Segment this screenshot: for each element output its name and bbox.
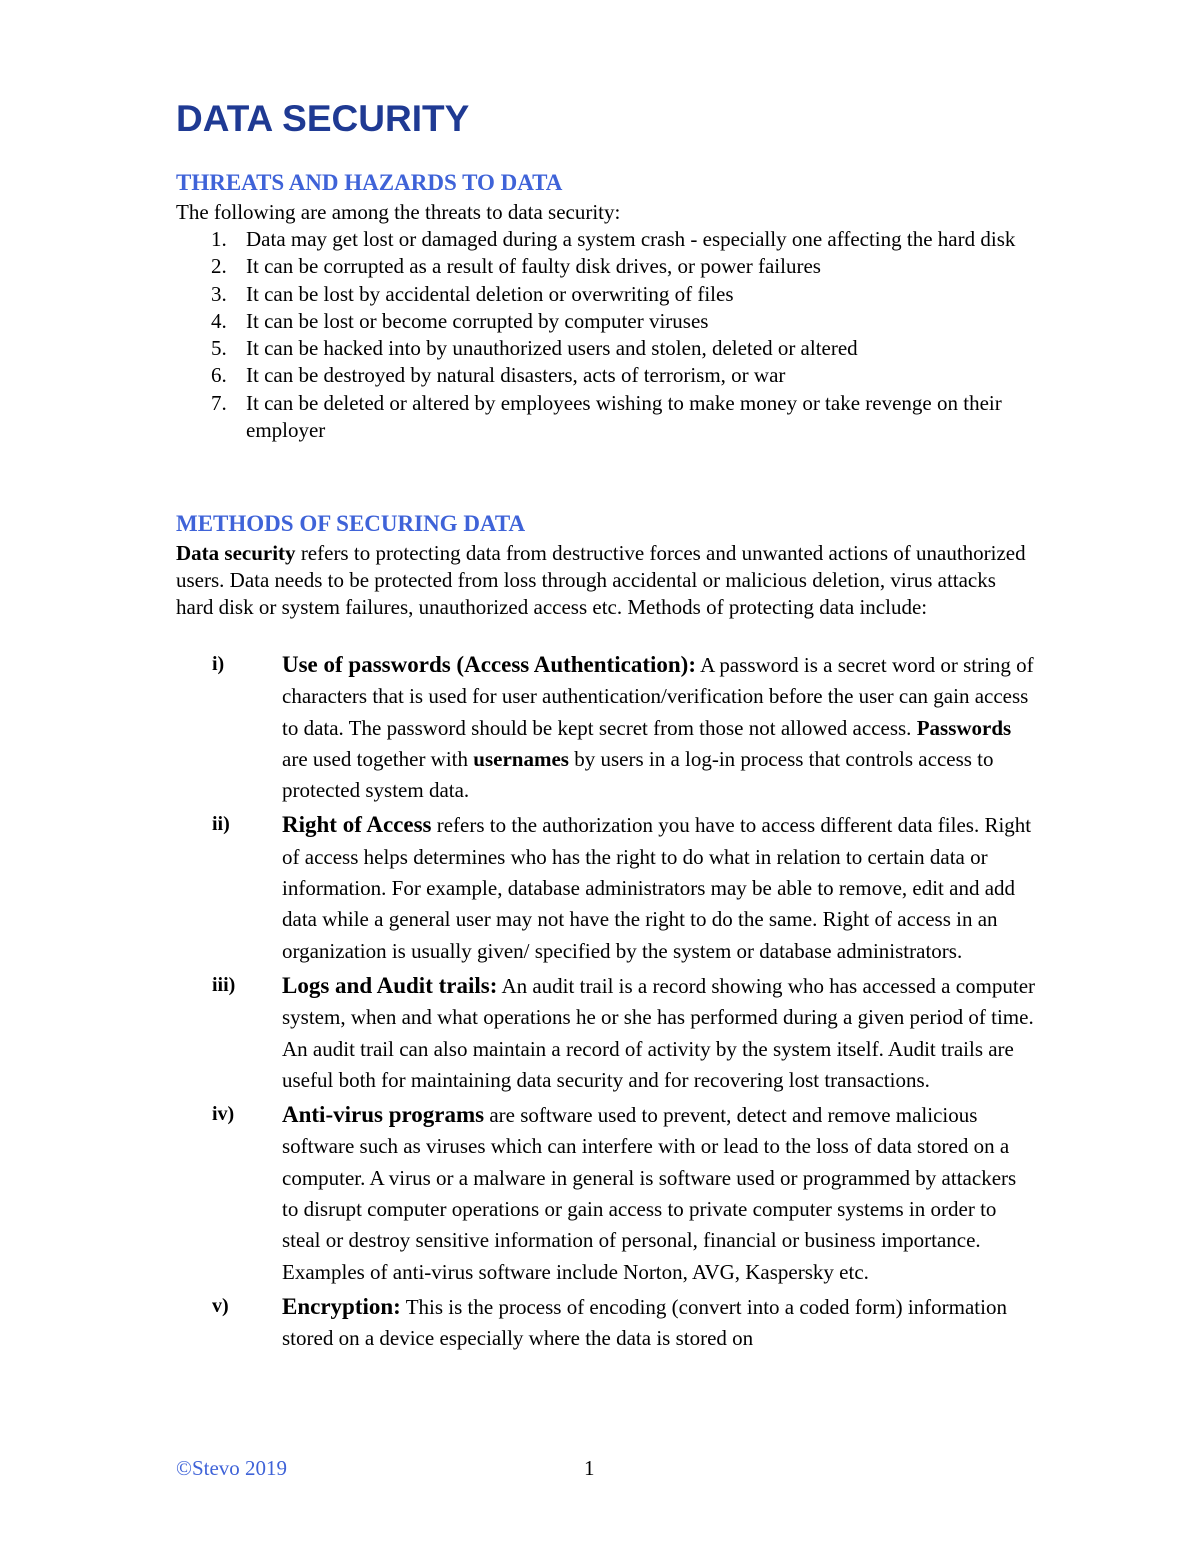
list-item-text: It can be destroyed by natural disasters, acts of terrorism, or war (246, 363, 786, 388)
method-text: are software used to prevent, detect and remove malicious software such as viruses which can interfere with or lead to the loss of data stored on a computer. A virus or a malware in general is software used or programmed by attackers to disrupt computer operations or gain access to private computer systems in order to steal or destroy sensitive information of personal, financial or business importance. Examples of anti-virus software include Norton, AVG, Kaspersky etc. (282, 1103, 1017, 1284)
list-item (176, 649, 1036, 806)
list-item-text: It can be lost by accidental deletion or overwriting of files (246, 281, 734, 306)
list-item (176, 226, 1026, 253)
list-item-text: It can be corrupted as a result of faulty disk drives, or power failures (246, 254, 821, 279)
list-item-number: 1. (211, 227, 227, 251)
list-item-number: v) (212, 1294, 229, 1317)
method-term: Use of passwords (Access Authentication): (282, 652, 696, 677)
list-item (176, 362, 1026, 389)
method-text: by users in a log-in process that controls access to protected system data. (282, 746, 994, 803)
list-item-number: i) (212, 653, 225, 675)
method-term: Encryption: (282, 1293, 401, 1319)
methods-list (176, 649, 1036, 1358)
list-item-text: It can be hacked into by unauthorized users and stolen, deleted or altered (246, 336, 858, 361)
methods-intro (176, 540, 1036, 621)
list-item (176, 335, 1026, 362)
list-item-number: 6. (211, 363, 227, 388)
list-item-number: 4. (211, 308, 227, 333)
method-text: refers to the authorization you have to access different data files. Right of access helps determines who has the right to do what in relation to certain data or information. For example, database administrators may be able to remove, edit and add data while a general user may not have the right to do the same. Right of access in an organization is usually given/ specified by the system or database administrators. (282, 813, 1032, 963)
list-item (176, 253, 1026, 280)
method-inline-term: usernames (473, 746, 569, 771)
footer-copyright: ©Stevo 2019 (176, 1456, 288, 1480)
list-item-number: ii) (212, 813, 230, 836)
list-item (176, 809, 1036, 966)
list-item-text: It can be deleted or altered by employees wishing to make money or take revenge on their employer (246, 390, 1002, 443)
method-term: Right of Access (282, 812, 432, 838)
list-item-number: iii) (212, 973, 236, 996)
document-title: DATA SECURITY (176, 98, 470, 139)
method-text: An audit trail is a record showing who has accessed a computer system, when and what operations he or she has performed during a given period of time. An audit trail can also maintain a record of activity by the system itself. Audit trails are useful both for maintaining data security and for recovering lost transactions. (282, 973, 1036, 1092)
list-item-number: 2. (211, 254, 227, 279)
threats-heading: THREATS AND HAZARDS TO DATA (176, 170, 563, 195)
list-item-number: 5. (211, 336, 227, 361)
method-term: Anti-virus programs (282, 1102, 485, 1128)
page-number: 1 (584, 1456, 595, 1480)
list-item-number: 7. (211, 390, 227, 415)
methods-intro-term: Data security (176, 541, 296, 565)
list-item-number: 3. (211, 281, 227, 306)
method-text: A password is a secret word or string of characters that is used for user authentication/verification before the user can gain access to data. The password should be kept secret from those not allowed access. (282, 653, 1034, 740)
list-item-text: Data may get lost or damaged during a system crash - especially one affecting the hard disk (246, 227, 1016, 251)
list-item (176, 970, 1036, 1096)
list-item-number: iv) (212, 1103, 235, 1126)
list-item (176, 281, 1026, 308)
method-inline-term: Passwords (916, 715, 1012, 740)
threats-intro: The following are among the threats to data security: (176, 200, 621, 224)
list-item (176, 308, 1026, 335)
list-item (176, 1291, 1036, 1355)
method-term: Logs and Audit trails: (282, 972, 498, 998)
list-item (176, 390, 1026, 445)
method-text: This is the process of encoding (convert into a coded form) information stored on a device especially where the data is stored on (282, 1294, 1007, 1351)
method-text: are used together with (282, 746, 474, 771)
list-item (176, 1099, 1036, 1288)
list-item-text: It can be lost or become corrupted by computer viruses (246, 308, 709, 333)
methods-intro-text: refers to protecting data from destructive forces and unwanted actions of unauthorized users. Data needs to be protected from loss through accidental or malicious deletion, virus attacks hard disk or system failures, unauthorized access etc. Methods of protecting data include: (176, 541, 1026, 619)
threats-list (176, 226, 1026, 444)
methods-heading: METHODS OF SECURING DATA (176, 511, 526, 536)
